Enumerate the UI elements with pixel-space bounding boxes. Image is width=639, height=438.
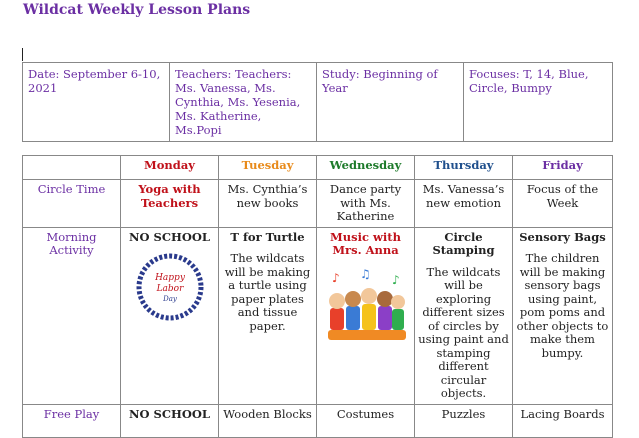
activity-title: NO SCHOOL <box>129 229 210 244</box>
day-header-wednesday: Wednesday <box>317 156 415 180</box>
info-row <box>23 63 613 142</box>
teachers-cell: Teachers: Teachers: Ms. Vanessa, Ms. Cynthia, Ms. Yesenia, Ms. Katherine, Ms.Popi <box>170 63 317 142</box>
music-kids-image <box>320 266 412 346</box>
happy-labor-day-image <box>124 252 216 322</box>
morning-activity-friday <box>513 227 613 404</box>
info-table <box>22 62 613 142</box>
free-play-thursday: Puzzles <box>415 404 513 437</box>
morning-activity-row <box>23 227 613 404</box>
lesson-plan-table <box>22 155 613 438</box>
day-header-friday: Friday <box>513 156 613 180</box>
svg-text:♪: ♪ <box>332 270 340 285</box>
svg-text:♪: ♪ <box>392 272 400 287</box>
activity-description: The wildcats will be making a turtle using paper plates and tissue paper. <box>224 251 311 333</box>
activity-description: The children will be making sensory bags using paint, pom poms and other objects to make them bumpy. <box>516 251 609 360</box>
circle-time-tuesday: Ms. Cynthia’s new books <box>219 180 317 228</box>
day-header-tuesday: Tuesday <box>219 156 317 180</box>
svg-text:Day: Day <box>163 295 177 303</box>
free-play-monday: NO SCHOOL <box>121 404 219 437</box>
day-header-row <box>23 156 613 180</box>
circle-time-row <box>23 180 613 228</box>
activity-title: Sensory Bags <box>519 229 606 244</box>
circle-time-monday: Yoga with Teachers <box>121 180 219 228</box>
activity-description: The wildcats will be exploring different sizes of circles by using paint and stamping different circular objects. <box>418 264 509 400</box>
free-play-tuesday: Wooden Blocks <box>219 404 317 437</box>
row-label-free-play: Free Play <box>23 404 121 437</box>
focuses-cell: Focuses: T, 14, Blue, Circle, Bumpy <box>464 63 613 142</box>
free-play-friday: Lacing Boards <box>513 404 613 437</box>
activity-title: Music with Mrs. Anna <box>330 229 401 257</box>
study-cell: Study: Beginning of Year <box>317 63 464 142</box>
morning-activity-tuesday <box>219 227 317 404</box>
morning-activity-wednesday <box>317 227 415 404</box>
svg-text:Happy: Happy <box>155 273 185 283</box>
document-title: Wildcat Weekly Lesson Plans <box>23 2 251 18</box>
row-label-circle-time: Circle Time <box>23 180 121 228</box>
date-cell: Date: September 6-10, 2021 <box>23 63 170 142</box>
row-label-morning-activity: Morning Activity <box>23 227 121 404</box>
day-header-thursday: Thursday <box>415 156 513 180</box>
morning-activity-monday <box>121 227 219 404</box>
free-play-wednesday: Costumes <box>317 404 415 437</box>
circle-time-wednesday: Dance party with Ms. Katherine <box>317 180 415 228</box>
circle-time-friday: Focus of the Week <box>513 180 613 228</box>
text-cursor <box>22 48 23 61</box>
svg-text:Labor: Labor <box>156 284 184 294</box>
svg-text:♫: ♫ <box>360 266 371 281</box>
activity-title: T for Turtle <box>230 229 305 244</box>
activity-title: Circle Stamping <box>432 229 495 257</box>
circle-time-thursday: Ms. Vanessa’s new emotion <box>415 180 513 228</box>
free-play-row <box>23 404 613 437</box>
morning-activity-thursday <box>415 227 513 404</box>
day-header-monday: Monday <box>121 156 219 180</box>
corner-cell <box>23 156 121 180</box>
